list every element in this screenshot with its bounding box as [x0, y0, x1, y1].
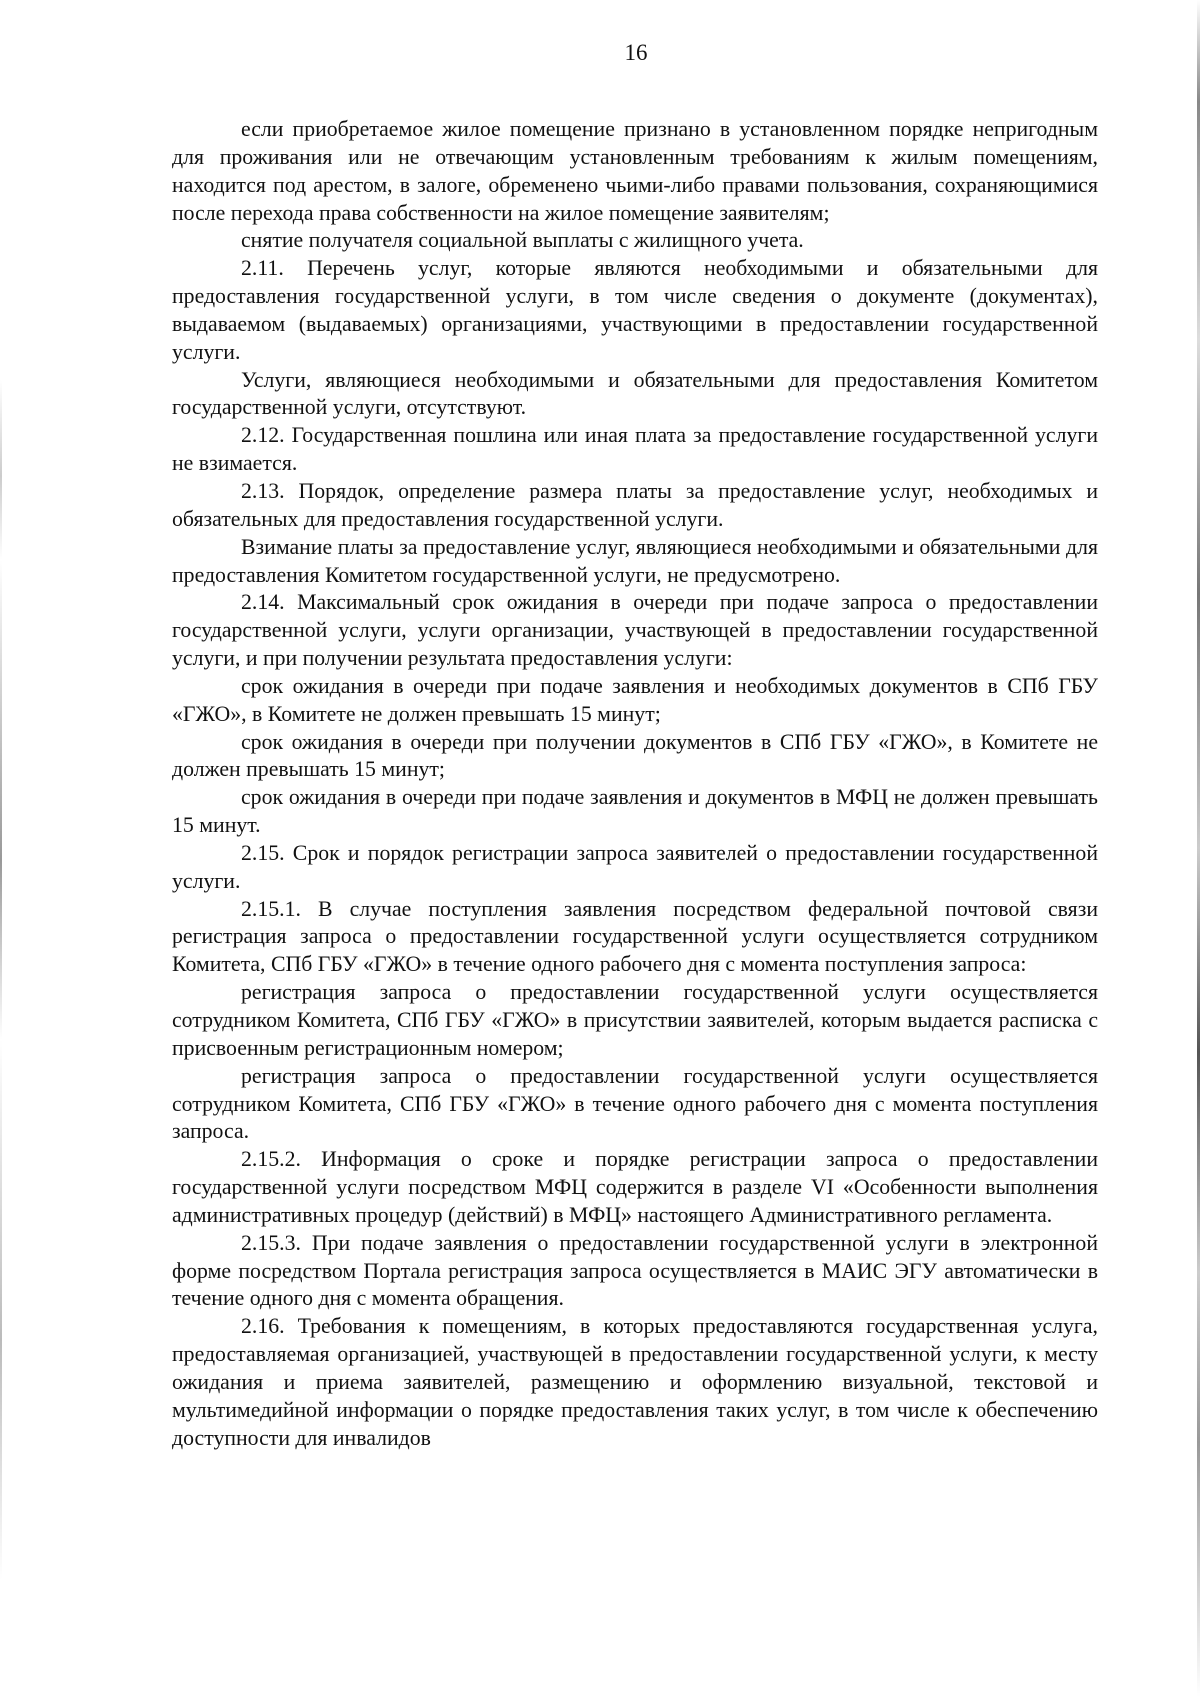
paragraph: срок ожидания в очереди при подаче заявления и необходимых документов в СПб ГБУ «ГЖО», в Комитете не должен превышать 15 минут;	[172, 673, 1098, 726]
paragraph: 2.15.2. Информация о сроке и порядке регистрации запроса о предоставлении государственной услуги посредством МФЦ содержится в разделе VI «Особенности выполнения административных процедур (действий) в МФЦ» настоящего Административного регламента.	[172, 1147, 1098, 1227]
paragraph: 2.12. Государственная пошлина или иная плата за предоставление государственной услуги не взимается.	[172, 423, 1098, 476]
paragraph: срок ожидания в очереди при получении документов в СПб ГБУ «ГЖО», в Комитете не должен превышать 15 минут;	[172, 729, 1098, 782]
paragraph: 2.13. Порядок, определение размера платы за предоставление услуг, необходимых и обязательных для предоставления государственной услуги.	[172, 478, 1098, 531]
paragraph: регистрация запроса о предоставлении государственной услуги осуществляется сотрудником Комитета, СПб ГБУ «ГЖО» в присутствии заявителей, которым выдается расписка с присвоенным регистрационным номером;	[172, 980, 1098, 1060]
paragraph: срок ожидания в очереди при подаче заявления и документов в МФЦ не должен превышать 15 минут.	[172, 785, 1098, 838]
paragraph: снятие получателя социальной выплаты с жилищного учета.	[241, 228, 804, 253]
paragraph: 2.15.3. При подаче заявления о предоставлении государственной услуги в электронной форме посредством Портала регистрация запроса осуществляется в МАИС ЭГУ автоматически в течение одного дня с момента обращения.	[172, 1230, 1098, 1311]
page-number: 16	[624, 40, 648, 65]
paragraph: 2.14. Максимальный срок ожидания в очереди при подаче запроса о предоставлении государственной услуги, услуги организации, участвующей в предоставлении государственной услуги, и при получении результата предоставления услуги:	[172, 590, 1098, 671]
paragraph: если приобретаемое жилое помещение признано в установленном порядке непригодным для проживания или не отвечающим установленным требованиям к жилым помещениям, находится под арестом, в залоге, обременено чьими-либо правами пользования, сохраняющимися после перехода права собственности на жилое помещение заявителям;	[172, 117, 1098, 225]
document-body	[172, 116, 1098, 1453]
scan-left-edge	[0, 380, 2, 1580]
paragraph: Взимание платы за предоставление услуг, являющиеся необходимыми и обязательными для предоставления Комитетом государственной услуги, не предусмотрено.	[172, 534, 1098, 587]
paragraph: Услуги, являющиеся необходимыми и обязательными для предоставления Комитетом государственной услуги, отсутствуют.	[172, 367, 1098, 420]
paragraph: регистрация запроса о предоставлении государственной услуги осуществляется сотрудником Комитета, СПб ГБУ «ГЖО» в течение одного рабочего дня с момента поступления запроса.	[172, 1063, 1098, 1144]
paragraph: 2.11. Перечень услуг, которые являются необходимыми и обязательными для предоставления государственной услуги, в том числе сведения о документе (документах), выдаваемом (выдаваемых) организациями, участвующими в предоставлении государственной услуги.	[172, 256, 1098, 364]
paragraph: 2.15.1. В случае поступления заявления посредством федеральной почтовой связи регистрация запроса о предоставлении государственной услуги осуществляется сотрудником Комитета, СПб ГБУ «ГЖО» в течение одного рабочего дня с момента поступления запроса:	[172, 896, 1098, 977]
paragraph: 2.16. Требования к помещениям, в которых предоставляются государственная услуга, предоставляемая организацией, участвующей в предоставлении государственной услуги, к месту ожидания и приема заявителей, размещению и оформлению визуальной, текстовой и мультимедийной информации о порядке предоставления таких услуг, в том числе к обеспечению доступности для инвалидов	[172, 1314, 1098, 1450]
paragraph: 2.15. Срок и порядок регистрации запроса заявителей о предоставлении государственной услуги.	[172, 840, 1098, 893]
